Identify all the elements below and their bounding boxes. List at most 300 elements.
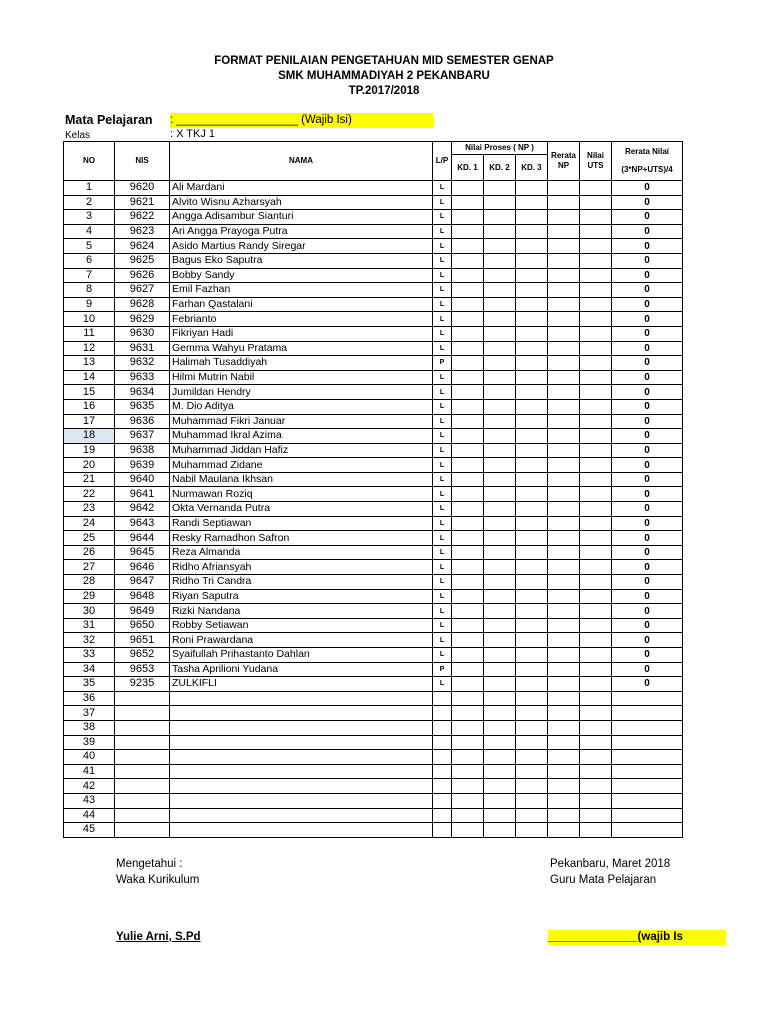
- row-kd3[interactable]: [516, 633, 548, 648]
- row-rerata-np[interactable]: [548, 808, 580, 823]
- row-rerata-np[interactable]: [548, 443, 580, 458]
- row-kd2[interactable]: [484, 429, 516, 444]
- row-kd1[interactable]: [452, 224, 484, 239]
- row-rerata-np[interactable]: [548, 472, 580, 487]
- row-uts[interactable]: [580, 808, 612, 823]
- row-uts[interactable]: [580, 575, 612, 590]
- row-rerata-np[interactable]: [548, 516, 580, 531]
- row-kd3[interactable]: [516, 472, 548, 487]
- row-rerata-np[interactable]: [548, 370, 580, 385]
- row-rerata-nilai: 0: [612, 181, 683, 196]
- table-row: [64, 253, 683, 268]
- row-name: Robby Setiawan: [170, 618, 433, 633]
- row-kd2[interactable]: [484, 385, 516, 400]
- row-kd2[interactable]: [484, 370, 516, 385]
- table-row: [64, 385, 683, 400]
- row-kd2[interactable]: [484, 589, 516, 604]
- row-kd2[interactable]: [484, 443, 516, 458]
- row-kd1[interactable]: [452, 735, 484, 750]
- table-row: [64, 823, 683, 838]
- row-lp: L: [433, 297, 452, 312]
- row-uts[interactable]: [580, 589, 612, 604]
- table-row: [64, 356, 683, 371]
- row-kd3[interactable]: [516, 356, 548, 371]
- table-row: [64, 764, 683, 779]
- row-uts[interactable]: [580, 356, 612, 371]
- row-kd2[interactable]: [484, 823, 516, 838]
- row-kd2[interactable]: [484, 516, 516, 531]
- row-kd3[interactable]: [516, 239, 548, 254]
- row-kd3[interactable]: [516, 341, 548, 356]
- row-rerata-np[interactable]: [548, 779, 580, 794]
- row-kd3[interactable]: [516, 575, 548, 590]
- row-uts[interactable]: [580, 750, 612, 765]
- row-kd2[interactable]: [484, 458, 516, 473]
- row-uts[interactable]: [580, 224, 612, 239]
- row-uts[interactable]: [580, 414, 612, 429]
- row-kd1[interactable]: [452, 283, 484, 298]
- row-kd2[interactable]: [484, 677, 516, 692]
- row-rerata-np[interactable]: [548, 706, 580, 721]
- row-kd3[interactable]: [516, 545, 548, 560]
- row-kd1[interactable]: [452, 545, 484, 560]
- row-kd2[interactable]: [484, 750, 516, 765]
- row-kd3[interactable]: [516, 648, 548, 663]
- row-rerata-np[interactable]: [548, 326, 580, 341]
- row-kd3[interactable]: [516, 224, 548, 239]
- row-kd2[interactable]: [484, 487, 516, 502]
- row-kd1[interactable]: [452, 633, 484, 648]
- row-no: 12: [64, 341, 115, 356]
- row-rerata-np[interactable]: [548, 720, 580, 735]
- row-uts[interactable]: [580, 458, 612, 473]
- row-kd2[interactable]: [484, 341, 516, 356]
- row-kd2[interactable]: [484, 253, 516, 268]
- row-uts[interactable]: [580, 604, 612, 619]
- row-rerata-np[interactable]: [548, 195, 580, 210]
- row-kd3[interactable]: [516, 618, 548, 633]
- row-rerata-np[interactable]: [548, 210, 580, 225]
- row-rerata-np[interactable]: [548, 793, 580, 808]
- row-name: Muhammad Fikri Januar: [170, 414, 433, 429]
- row-uts[interactable]: [580, 677, 612, 692]
- signer-guru-field[interactable]: ______________(wajib Is: [548, 930, 726, 945]
- row-kd1[interactable]: [452, 531, 484, 546]
- row-uts[interactable]: [580, 472, 612, 487]
- footer-mengetahui: Mengetahui :: [116, 858, 183, 870]
- table-row: [64, 297, 683, 312]
- table-row: [64, 429, 683, 444]
- row-kd2[interactable]: [484, 720, 516, 735]
- row-kd2[interactable]: [484, 356, 516, 371]
- row-name: Muhammad Ikral Azima: [170, 429, 433, 444]
- row-kd2[interactable]: [484, 793, 516, 808]
- row-rerata-np[interactable]: [548, 181, 580, 196]
- row-kd2[interactable]: [484, 181, 516, 196]
- row-kd2[interactable]: [484, 239, 516, 254]
- row-uts[interactable]: [580, 326, 612, 341]
- row-kd1[interactable]: [452, 618, 484, 633]
- row-kd1[interactable]: [452, 297, 484, 312]
- row-uts[interactable]: [580, 443, 612, 458]
- row-kd1[interactable]: [452, 677, 484, 692]
- row-rerata-np[interactable]: [548, 735, 580, 750]
- row-uts[interactable]: [580, 312, 612, 327]
- row-kd2[interactable]: [484, 283, 516, 298]
- row-lp: L: [433, 239, 452, 254]
- row-no: 30: [64, 604, 115, 619]
- row-uts[interactable]: [580, 531, 612, 546]
- row-kd2[interactable]: [484, 648, 516, 663]
- row-kd3[interactable]: [516, 370, 548, 385]
- row-kd2[interactable]: [484, 575, 516, 590]
- row-uts[interactable]: [580, 239, 612, 254]
- row-uts[interactable]: [580, 268, 612, 283]
- row-kd2[interactable]: [484, 224, 516, 239]
- row-rerata-np[interactable]: [548, 764, 580, 779]
- row-uts[interactable]: [580, 399, 612, 414]
- row-rerata-np[interactable]: [548, 224, 580, 239]
- row-kd1[interactable]: [452, 487, 484, 502]
- row-no: 36: [64, 691, 115, 706]
- row-kd3[interactable]: [516, 516, 548, 531]
- table-row: [64, 181, 683, 196]
- row-rerata-nilai: 0: [612, 370, 683, 385]
- row-rerata-nilai: [612, 764, 683, 779]
- table-row: [64, 487, 683, 502]
- row-kd1[interactable]: [452, 341, 484, 356]
- row-kd2[interactable]: [484, 618, 516, 633]
- table-row: [64, 341, 683, 356]
- row-kd1[interactable]: [452, 808, 484, 823]
- row-kd2[interactable]: [484, 706, 516, 721]
- row-kd3[interactable]: [516, 691, 548, 706]
- row-kd3[interactable]: [516, 764, 548, 779]
- row-kd3[interactable]: [516, 779, 548, 794]
- row-nis: [115, 750, 170, 765]
- row-kd1[interactable]: [452, 472, 484, 487]
- row-kd3[interactable]: [516, 823, 548, 838]
- row-kd2[interactable]: [484, 195, 516, 210]
- row-kd2[interactable]: [484, 764, 516, 779]
- row-lp: [433, 720, 452, 735]
- row-name: Nabil Maulana Ikhsan: [170, 472, 433, 487]
- row-name: Fikriyan Hadi: [170, 326, 433, 341]
- col-kd2-header: KD. 2: [484, 155, 516, 181]
- row-rerata-np[interactable]: [548, 356, 580, 371]
- row-kd1[interactable]: [452, 779, 484, 794]
- table-row: [64, 458, 683, 473]
- row-kd1[interactable]: [452, 793, 484, 808]
- row-rerata-np[interactable]: [548, 253, 580, 268]
- row-lp: L: [433, 604, 452, 619]
- row-kd1[interactable]: [452, 385, 484, 400]
- row-uts[interactable]: [580, 370, 612, 385]
- table-row: [64, 268, 683, 283]
- row-kd1[interactable]: [452, 516, 484, 531]
- row-kd3[interactable]: [516, 385, 548, 400]
- row-kd1[interactable]: [452, 662, 484, 677]
- row-kd1[interactable]: [452, 691, 484, 706]
- row-name: [170, 720, 433, 735]
- row-kd1[interactable]: [452, 239, 484, 254]
- row-no: 4: [64, 224, 115, 239]
- row-uts[interactable]: [580, 283, 612, 298]
- row-kd1[interactable]: [452, 370, 484, 385]
- row-kd3[interactable]: [516, 283, 548, 298]
- row-kd2[interactable]: [484, 414, 516, 429]
- table-row: [64, 239, 683, 254]
- row-kd2[interactable]: [484, 472, 516, 487]
- row-kd3[interactable]: [516, 604, 548, 619]
- row-kd1[interactable]: [452, 648, 484, 663]
- table-row: [64, 560, 683, 575]
- row-kd1[interactable]: [452, 399, 484, 414]
- row-uts[interactable]: [580, 793, 612, 808]
- row-kd1[interactable]: [452, 575, 484, 590]
- row-kd3[interactable]: [516, 735, 548, 750]
- row-kd3[interactable]: [516, 195, 548, 210]
- row-kd1[interactable]: [452, 210, 484, 225]
- row-kd1[interactable]: [452, 414, 484, 429]
- row-rerata-np[interactable]: [548, 691, 580, 706]
- row-kd3[interactable]: [516, 210, 548, 225]
- row-rerata-nilai: 0: [612, 429, 683, 444]
- row-no: 44: [64, 808, 115, 823]
- row-kd3[interactable]: [516, 443, 548, 458]
- row-uts[interactable]: [580, 516, 612, 531]
- row-kd3[interactable]: [516, 458, 548, 473]
- mapel-field[interactable]: : ___________________ (Wajib Isi): [170, 113, 433, 128]
- row-uts[interactable]: [580, 502, 612, 517]
- row-kd1[interactable]: [452, 502, 484, 517]
- row-rerata-np[interactable]: [548, 502, 580, 517]
- table-row: [64, 326, 683, 341]
- row-kd3[interactable]: [516, 181, 548, 196]
- row-kd1[interactable]: [452, 720, 484, 735]
- row-kd2[interactable]: [484, 312, 516, 327]
- row-rerata-np[interactable]: [548, 677, 580, 692]
- row-rerata-nilai: [612, 779, 683, 794]
- row-kd3[interactable]: [516, 531, 548, 546]
- row-uts[interactable]: [580, 633, 612, 648]
- row-rerata-np[interactable]: [548, 458, 580, 473]
- formula-label: (3*NP+UTS)/4: [621, 165, 673, 174]
- row-uts[interactable]: [580, 691, 612, 706]
- row-uts[interactable]: [580, 560, 612, 575]
- row-kd2[interactable]: [484, 691, 516, 706]
- row-kd1[interactable]: [452, 443, 484, 458]
- row-kd1[interactable]: [452, 750, 484, 765]
- row-uts[interactable]: [580, 253, 612, 268]
- row-kd3[interactable]: [516, 560, 548, 575]
- row-rerata-np[interactable]: [548, 648, 580, 663]
- row-uts[interactable]: [580, 487, 612, 502]
- row-kd1[interactable]: [452, 181, 484, 196]
- row-rerata-nilai: 0: [612, 575, 683, 590]
- row-kd2[interactable]: [484, 779, 516, 794]
- row-uts[interactable]: [580, 195, 612, 210]
- row-uts[interactable]: [580, 545, 612, 560]
- row-kd3[interactable]: [516, 487, 548, 502]
- row-uts[interactable]: [580, 735, 612, 750]
- row-rerata-np[interactable]: [548, 560, 580, 575]
- row-kd3[interactable]: [516, 808, 548, 823]
- row-no: 20: [64, 458, 115, 473]
- row-kd3[interactable]: [516, 706, 548, 721]
- row-rerata-np[interactable]: [548, 385, 580, 400]
- row-uts[interactable]: [580, 297, 612, 312]
- row-name: Hilmi Mutrin Nabil: [170, 370, 433, 385]
- row-nis: 9653: [115, 662, 170, 677]
- row-no: 40: [64, 750, 115, 765]
- row-uts[interactable]: [580, 341, 612, 356]
- row-uts[interactable]: [580, 764, 612, 779]
- row-rerata-np[interactable]: [548, 297, 580, 312]
- row-lp: [433, 706, 452, 721]
- row-kd2[interactable]: [484, 399, 516, 414]
- row-rerata-np[interactable]: [548, 604, 580, 619]
- row-kd3[interactable]: [516, 750, 548, 765]
- row-kd1[interactable]: [452, 706, 484, 721]
- row-nis: 9625: [115, 253, 170, 268]
- row-kd3[interactable]: [516, 677, 548, 692]
- row-kd3[interactable]: [516, 414, 548, 429]
- row-kd1[interactable]: [452, 268, 484, 283]
- row-nis: [115, 706, 170, 721]
- row-kd3[interactable]: [516, 268, 548, 283]
- row-name: Ridho Tri Candra: [170, 575, 433, 590]
- row-uts[interactable]: [580, 779, 612, 794]
- row-kd2[interactable]: [484, 210, 516, 225]
- rerata-nilai-label: Rerata Nilai: [624, 147, 670, 156]
- row-kd2[interactable]: [484, 326, 516, 341]
- row-kd1[interactable]: [452, 823, 484, 838]
- row-uts[interactable]: [580, 181, 612, 196]
- row-rerata-np[interactable]: [548, 414, 580, 429]
- row-rerata-nilai: 0: [612, 312, 683, 327]
- row-rerata-np[interactable]: [548, 823, 580, 838]
- row-rerata-nilai: 0: [612, 633, 683, 648]
- header-school: SMK MUHAMMADIYAH 2 PEKANBARU: [278, 70, 490, 82]
- row-kd1[interactable]: [452, 458, 484, 473]
- row-uts[interactable]: [580, 662, 612, 677]
- row-kd1[interactable]: [452, 312, 484, 327]
- row-uts[interactable]: [580, 618, 612, 633]
- row-lp: L: [433, 312, 452, 327]
- row-uts[interactable]: [580, 823, 612, 838]
- row-rerata-np[interactable]: [548, 662, 580, 677]
- row-kd3[interactable]: [516, 429, 548, 444]
- row-kd1[interactable]: [452, 560, 484, 575]
- row-kd1[interactable]: [452, 604, 484, 619]
- row-kd3[interactable]: [516, 662, 548, 677]
- row-rerata-np[interactable]: [548, 531, 580, 546]
- table-row: [64, 706, 683, 721]
- row-rerata-nilai: 0: [612, 239, 683, 254]
- row-kd3[interactable]: [516, 399, 548, 414]
- row-kd1[interactable]: [452, 589, 484, 604]
- row-uts[interactable]: [580, 648, 612, 663]
- row-nis: 9639: [115, 458, 170, 473]
- row-kd3[interactable]: [516, 253, 548, 268]
- row-kd2[interactable]: [484, 662, 516, 677]
- row-kd2[interactable]: [484, 502, 516, 517]
- row-no: 13: [64, 356, 115, 371]
- row-kd1[interactable]: [452, 764, 484, 779]
- row-uts[interactable]: [580, 210, 612, 225]
- row-kd3[interactable]: [516, 589, 548, 604]
- row-rerata-np[interactable]: [548, 399, 580, 414]
- row-kd1[interactable]: [452, 195, 484, 210]
- row-rerata-np[interactable]: [548, 268, 580, 283]
- row-uts[interactable]: [580, 385, 612, 400]
- row-kd2[interactable]: [484, 560, 516, 575]
- row-kd2[interactable]: [484, 633, 516, 648]
- row-rerata-nilai: 0: [612, 502, 683, 517]
- row-rerata-nilai: 0: [612, 283, 683, 298]
- row-no: 1: [64, 181, 115, 196]
- row-rerata-np[interactable]: [548, 239, 580, 254]
- row-kd1[interactable]: [452, 326, 484, 341]
- row-kd3[interactable]: [516, 502, 548, 517]
- row-kd2[interactable]: [484, 604, 516, 619]
- row-no: 26: [64, 545, 115, 560]
- row-rerata-np[interactable]: [548, 589, 580, 604]
- row-rerata-np[interactable]: [548, 283, 580, 298]
- row-uts[interactable]: [580, 706, 612, 721]
- row-kd3[interactable]: [516, 326, 548, 341]
- row-lp: [433, 808, 452, 823]
- row-kd3[interactable]: [516, 793, 548, 808]
- row-kd3[interactable]: [516, 720, 548, 735]
- table-row: [64, 691, 683, 706]
- row-rerata-np[interactable]: [548, 545, 580, 560]
- row-kd2[interactable]: [484, 297, 516, 312]
- row-kd3[interactable]: [516, 297, 548, 312]
- row-rerata-np[interactable]: [548, 575, 580, 590]
- row-rerata-np[interactable]: [548, 429, 580, 444]
- row-uts[interactable]: [580, 720, 612, 735]
- row-rerata-nilai: 0: [612, 268, 683, 283]
- row-kd1[interactable]: [452, 356, 484, 371]
- row-rerata-np[interactable]: [548, 312, 580, 327]
- row-lp: L: [433, 210, 452, 225]
- row-kd2[interactable]: [484, 545, 516, 560]
- row-name: Bobby Sandy: [170, 268, 433, 283]
- row-kd2[interactable]: [484, 268, 516, 283]
- row-kd2[interactable]: [484, 531, 516, 546]
- row-uts[interactable]: [580, 429, 612, 444]
- row-rerata-np[interactable]: [548, 487, 580, 502]
- kelas-value: : X TKJ 1: [170, 128, 216, 140]
- header-year: TP.2017/2018: [348, 85, 420, 97]
- table-row: [64, 750, 683, 765]
- row-kd1[interactable]: [452, 253, 484, 268]
- row-rerata-nilai: 0: [612, 253, 683, 268]
- row-rerata-np[interactable]: [548, 341, 580, 356]
- row-rerata-np[interactable]: [548, 633, 580, 648]
- row-rerata-np[interactable]: [548, 618, 580, 633]
- row-rerata-np[interactable]: [548, 750, 580, 765]
- row-lp: L: [433, 472, 452, 487]
- row-lp: L: [433, 648, 452, 663]
- row-kd3[interactable]: [516, 312, 548, 327]
- row-nis: [115, 808, 170, 823]
- row-kd2[interactable]: [484, 735, 516, 750]
- row-kd2[interactable]: [484, 808, 516, 823]
- row-kd1[interactable]: [452, 429, 484, 444]
